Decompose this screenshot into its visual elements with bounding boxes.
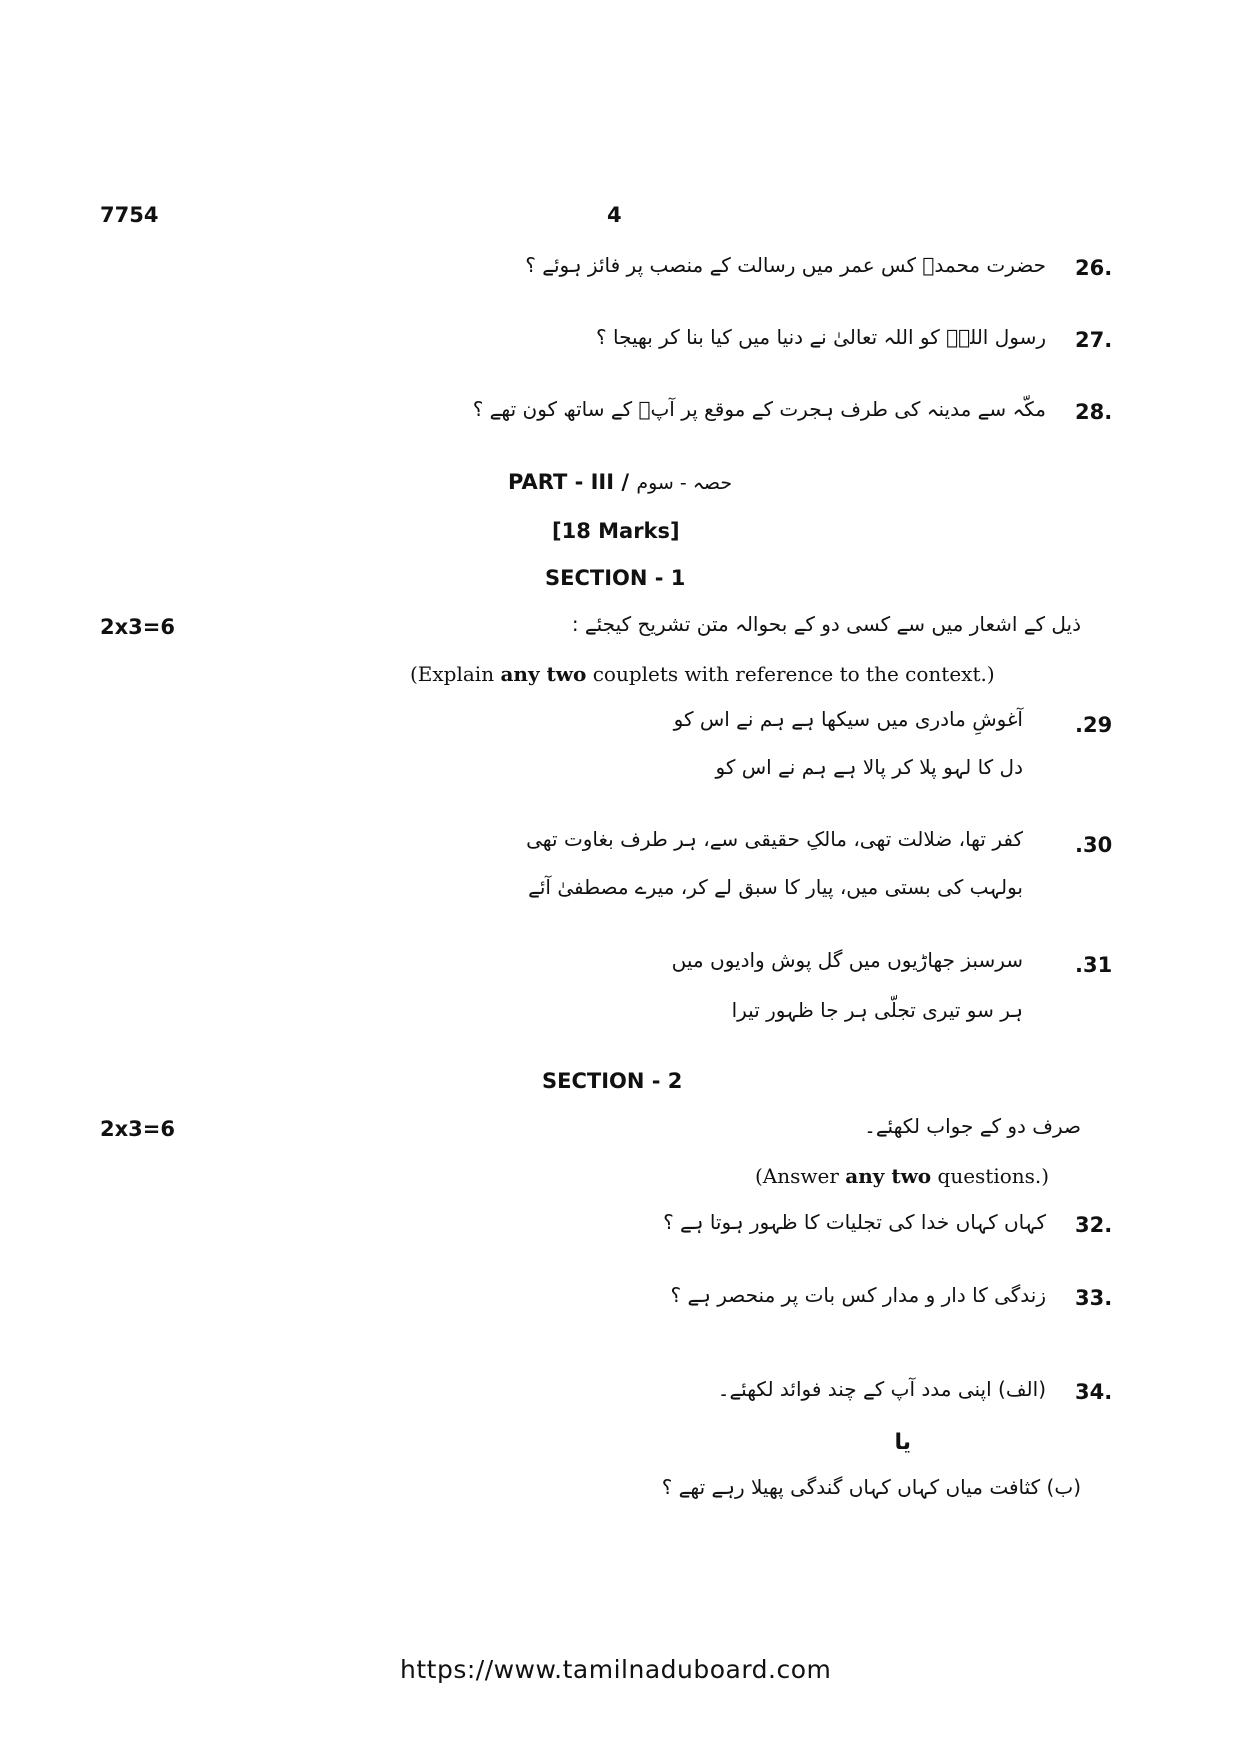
part-title-en: PART - III / [508,470,630,494]
part-title-ur: حصہ - سوم [636,472,733,494]
emphasis-any-two: any two [500,662,587,686]
question-26-number: 26. [1075,256,1113,280]
couplet-30-number: .30 [1075,833,1113,857]
question-27-number: 27. [1075,328,1113,352]
footer-url[interactable]: https://www.tamilnaduboard.com [400,1655,832,1684]
couplet-30-line-2: بولہب کی بستی میں، پیار کا سبق لے کر، میرے مصطفیٰ آئے [528,875,1023,899]
couplet-31-line-2: ہر سو تیری تجلّی ہر جا ظہور تیرا [731,998,1023,1022]
question-32-number: 32. [1075,1213,1113,1237]
part-marks: [18 Marks] [552,519,680,543]
question-28-text: مکّہ سے مدینہ کی طرف ہجرت کے موقع پر آپؐ کے ساتھ کون تھے ؟ [472,397,1046,421]
question-28-number: 28. [1075,400,1113,424]
section-1-instruction-en: (Explain any two couplets with reference to the context.) [410,662,995,686]
section-1-instruction-urdu: ذیل کے اشعار میں سے کسی دو کے بحوالہ متن تشریح کیجئے : [571,612,1081,636]
section-2-title: SECTION - 2 [542,1069,683,1093]
couplet-31-number: .31 [1075,953,1113,977]
couplet-29-number: .29 [1075,713,1113,737]
emphasis-any-two: any two [845,1164,932,1188]
question-34b-text: (ب) کثافت میاں کہاں کہاں گندگی پھیلا رہے تھے ؟ [661,1475,1081,1499]
or-label: یا [894,1430,911,1455]
section-1-title: SECTION - 1 [545,566,686,590]
couplet-29-line-2: دل کا لہو پلا کر پالا ہے ہم نے اس کو [715,755,1023,779]
part-title [508,470,732,494]
question-26-text: حضرت محمدؐ کس عمر میں رسالت کے منصب پر فائز ہوئے ؟ [525,253,1046,277]
page-number: 4 [607,203,622,227]
section-2-instruction-en: (Answer any two questions.) [755,1164,1050,1188]
couplet-30-line-1: کفر تھا، ضلالت تھی، مالکِ حقیقی سے، ہر طرف بغاوت تھی [526,827,1023,851]
section-2-instruction-urdu: صرف دو کے جواب لکھئے۔ [864,1114,1081,1138]
question-27-text: رسول اللہؐ کو اللہ تعالیٰ نے دنیا میں کیا بنا کر بھیجا ؟ [596,325,1046,349]
question-34-number: 34. [1075,1380,1113,1404]
question-33-text: زندگی کا دار و مدار کس بات پر منحصر ہے ؟ [670,1283,1046,1307]
question-33-number: 33. [1075,1286,1113,1310]
section-1-marks: 2x3=6 [100,615,175,639]
question-34a-text: (الف) اپنی مدد آپ کے چند فوائد لکھئے۔ [717,1377,1046,1401]
couplet-31-line-1: سرسبز جھاڑیوں میں گل پوش وادیوں میں [671,948,1023,972]
section-2-marks: 2x3=6 [100,1117,175,1141]
paper-code: 7754 [100,203,159,227]
question-32-text: کہاں کہاں خدا کی تجلیات کا ظہور ہوتا ہے ؟ [663,1210,1046,1234]
couplet-29-line-1: آغوشِ مادری میں سیکھا ہے ہم نے اس کو [673,707,1023,731]
